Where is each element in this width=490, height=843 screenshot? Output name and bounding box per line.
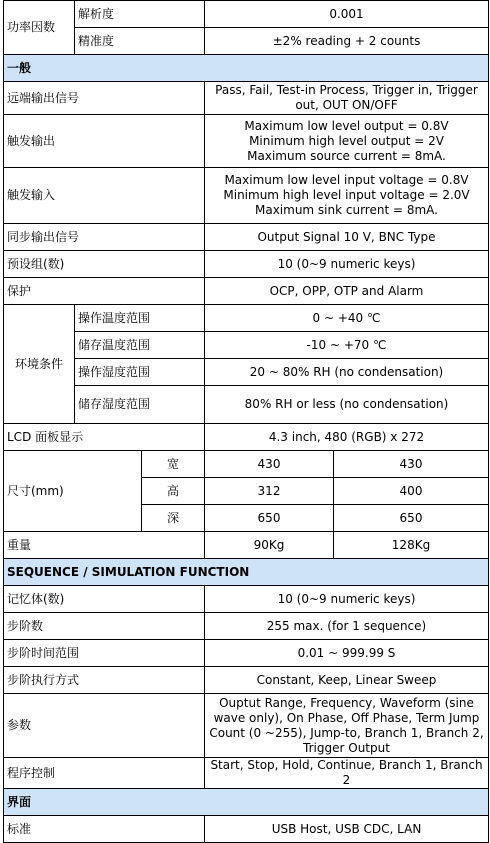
presets-value: 10 (0~9 numeric keys): [205, 251, 489, 278]
spec-row: [4, 359, 489, 386]
step-mode-value: Constant, Keep, Linear Sweep: [205, 667, 489, 694]
dim-height-b: 400: [334, 478, 489, 505]
spec-row: [4, 640, 489, 667]
steps-label: 步阶数: [4, 613, 205, 640]
spec-row: [4, 667, 489, 694]
trigger-input-line: Maximum low level input voltage = 0.8V: [224, 173, 469, 187]
accuracy-value: ±2% reading + 2 counts: [205, 28, 489, 55]
trigger-output-line: Minimum high level output = 2V: [249, 133, 444, 148]
spec-row: [4, 115, 489, 168]
dimensions-label: 尺寸(mm): [4, 451, 142, 532]
env-op-temp-label: 操作温度范围: [75, 305, 205, 332]
env-storage-humidity-value: 80% RH or less (no condensation): [205, 386, 489, 424]
steps-value: 255 max. (for 1 sequence): [205, 613, 489, 640]
program-control-value: Start, Stop, Hold, Continue, Branch 1, Branch 2: [205, 758, 489, 789]
section-header-general: 一般: [4, 55, 489, 82]
presets-label: 预设组(数): [4, 251, 205, 278]
weight-a: 90Kg: [205, 532, 334, 559]
spec-row: [4, 586, 489, 613]
power-factor-label: 功率因数: [4, 1, 75, 55]
spec-row: [4, 758, 489, 789]
parameters-label: 参数: [4, 694, 205, 758]
spec-row: [4, 532, 489, 559]
spec-row: [4, 1, 489, 28]
trigger-input-line: Minimum high level input voltage = 2.0V: [223, 188, 470, 202]
trigger-output-value: [205, 115, 489, 168]
memory-label: 记忆体(数): [4, 586, 205, 613]
spec-row: [4, 816, 489, 843]
resolution-value: 0.001: [205, 1, 489, 28]
resolution-label: 解析度: [75, 1, 205, 28]
spec-row: [4, 82, 489, 115]
dim-depth-b: 650: [334, 505, 489, 532]
spec-row: [4, 451, 489, 478]
dim-width-a: 430: [205, 451, 334, 478]
environment-label: 环境条件: [4, 305, 75, 424]
sync-output-value: Output Signal 10 V, BNC Type: [205, 224, 489, 251]
env-op-humidity-label: 操作湿度范围: [75, 359, 205, 386]
trigger-output-line: Maximum source current = 8mA.: [247, 148, 446, 163]
dim-width-b: 430: [334, 451, 489, 478]
dim-height-a: 312: [205, 478, 334, 505]
env-storage-temp-value: -10 ~ +70 ℃: [205, 332, 489, 359]
step-mode-label: 步阶执行方式: [4, 667, 205, 694]
program-control-label: 程序控制: [4, 758, 205, 789]
step-time-value: 0.01 ~ 999.99 S: [205, 640, 489, 667]
standard-label: 标准: [4, 816, 205, 843]
section-header-sequence: SEQUENCE / SIMULATION FUNCTION: [4, 559, 489, 586]
dim-width-label: 宽: [142, 451, 205, 478]
spec-row: [4, 278, 489, 305]
accuracy-label: 精准度: [75, 28, 205, 55]
parameters-value: Ouptut Range, Frequency, Waveform (sine wave only), On Phase, Off Phase, Term Jump Count (0 ~255), Jump-to, Branch 1, Branch 2, Trigger Output: [205, 694, 489, 758]
spec-row: [4, 424, 489, 451]
spec-row: [4, 305, 489, 332]
spec-table: [3, 0, 489, 843]
spec-row: [4, 168, 489, 224]
env-storage-temp-label: 储存温度范围: [75, 332, 205, 359]
memory-value: 10 (0~9 numeric keys): [205, 586, 489, 613]
env-op-temp-value: 0 ~ +40 ℃: [205, 305, 489, 332]
weight-label: 重量: [4, 532, 205, 559]
step-time-label: 步阶时间范围: [4, 640, 205, 667]
remote-output-label: 远端输出信号: [4, 82, 205, 115]
spec-row: [4, 613, 489, 640]
trigger-input-label: 触发输入: [4, 168, 205, 224]
section-header-row: [4, 789, 489, 816]
env-op-humidity-value: 20 ~ 80% RH (no condensation): [205, 359, 489, 386]
section-header-row: [4, 55, 489, 82]
remote-output-value: Pass, Fail, Test-in Process, Trigger in, Trigger out, OUT ON/OFF: [205, 82, 489, 115]
spec-row: [4, 28, 489, 55]
sync-output-label: 同步输出信号: [4, 224, 205, 251]
env-storage-humidity-label: 储存湿度范围: [75, 386, 205, 424]
trigger-input-value: [205, 168, 489, 224]
section-header-interface: 界面: [4, 789, 489, 816]
spec-row: [4, 386, 489, 424]
dim-depth-label: 深: [142, 505, 205, 532]
standard-value: USB Host, USB CDC, LAN: [205, 816, 489, 843]
trigger-input-line: Maximum sink current = 8mA.: [254, 203, 438, 217]
dim-height-label: 高: [142, 478, 205, 505]
lcd-label: LCD 面板显示: [4, 424, 205, 451]
section-header-row: [4, 559, 489, 586]
trigger-output-label: 触发输出: [4, 115, 205, 168]
spec-row: [4, 332, 489, 359]
lcd-value: 4.3 inch, 480 (RGB) x 272: [205, 424, 489, 451]
trigger-output-line: Maximum low level output = 0.8V: [244, 118, 449, 133]
protection-label: 保护: [4, 278, 205, 305]
spec-row: [4, 251, 489, 278]
weight-b: 128Kg: [334, 532, 489, 559]
dim-depth-a: 650: [205, 505, 334, 532]
spec-row: [4, 694, 489, 758]
protection-value: OCP, OPP, OTP and Alarm: [205, 278, 489, 305]
spec-row: [4, 224, 489, 251]
